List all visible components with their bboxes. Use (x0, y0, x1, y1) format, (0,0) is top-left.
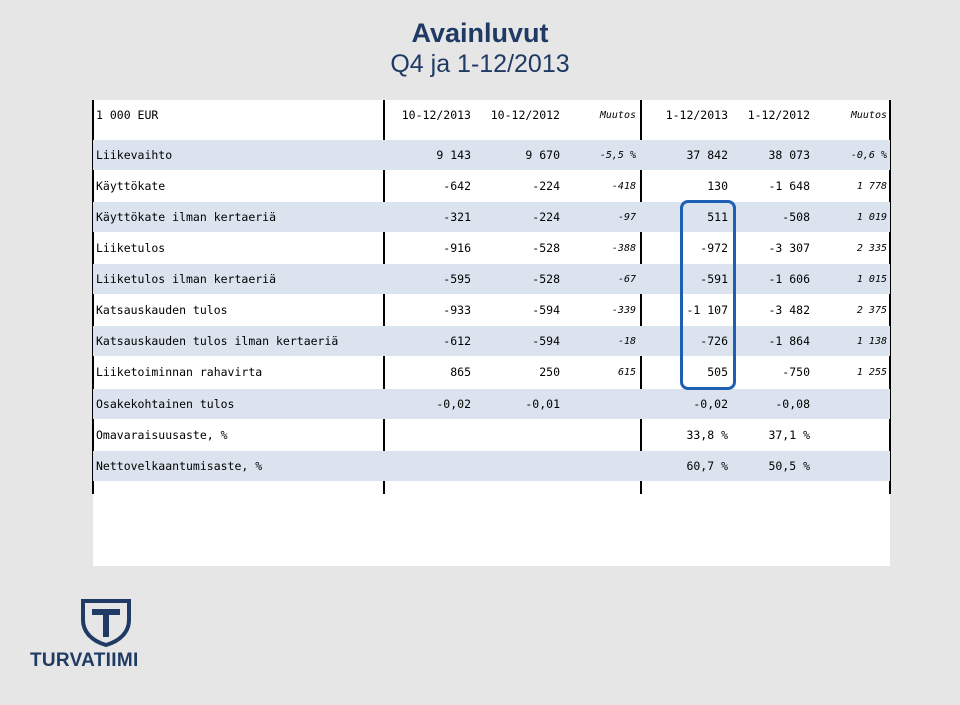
row-cell: 615 (617, 367, 636, 378)
row-cell (810, 420, 887, 450)
row-cell: -3 482 (768, 303, 810, 317)
row-cell: -3 307 (768, 241, 810, 255)
row-cell: 60,7 % (686, 459, 728, 473)
table-row-omavaraisuusaste (93, 420, 890, 450)
row-cell: 33,8 % (686, 428, 728, 442)
row-cell (471, 420, 560, 450)
row-cell (560, 420, 636, 450)
row-cell: -339 (611, 305, 636, 316)
row-cell: 865 (450, 365, 471, 379)
row-cell: 37,1 % (768, 428, 810, 442)
row-cell: 511 (707, 210, 728, 224)
row-cell (810, 389, 887, 419)
row-cell (810, 451, 887, 481)
row-cell (383, 420, 471, 450)
header-fy-2013: 1-12/2013 (665, 108, 728, 122)
row-cell: -321 (443, 210, 471, 224)
row-label: Liiketoiminnan rahavirta (96, 365, 263, 379)
turvatiimi-logo (30, 598, 160, 673)
row-cell: -594 (532, 334, 560, 348)
header-q4-2012: 10-12/2012 (490, 108, 560, 122)
row-cell: 1 255 (856, 367, 887, 378)
row-cell: -1 107 (686, 303, 728, 317)
row-label: Omavaraisuusaste, % (96, 428, 228, 442)
row-cell: 1 019 (856, 212, 887, 223)
row-label: Käyttökate ilman kertaeriä (96, 210, 277, 224)
row-cell: 38 073 (768, 148, 810, 162)
row-cell: 1 778 (856, 181, 887, 192)
row-label: Liikevaihto (96, 148, 173, 162)
row-cell: -67 (617, 274, 636, 285)
row-cell: 505 (707, 365, 728, 379)
row-cell: -642 (443, 179, 471, 193)
table-row-liikevaihto (93, 140, 890, 170)
row-cell: 9 670 (525, 148, 560, 162)
row-cell: -916 (443, 241, 471, 255)
row-cell: 1 138 (856, 336, 887, 347)
row-cell: -1 606 (768, 272, 810, 286)
row-cell: -0,01 (525, 397, 560, 411)
row-label: Liiketulos ilman kertaeriä (96, 272, 277, 286)
row-cell: 2 375 (856, 305, 887, 316)
header-q4-2013: 10-12/2013 (401, 108, 471, 122)
logo-wordmark: TURVATIIMI (30, 650, 139, 671)
page-subtitle: Q4 ja 1-12/2013 (390, 50, 570, 78)
row-cell: 1 015 (856, 274, 887, 285)
table-row-osakekohtainen-tulos (93, 389, 890, 419)
row-cell: -97 (617, 212, 636, 223)
row-cell (383, 451, 471, 481)
row-cell: -933 (443, 303, 471, 317)
row-cell: 50,5 % (768, 459, 810, 473)
row-cell: 2 335 (856, 243, 887, 254)
row-cell: -612 (443, 334, 471, 348)
table-row-nettovelkaantumisaste (93, 451, 890, 481)
shield-t-icon (30, 598, 160, 648)
row-label: Liiketulos (96, 241, 166, 255)
row-cell: -508 (782, 210, 810, 224)
table-row-katsauskauden-tulos-ilman-kertaeria (93, 326, 890, 356)
row-cell: -591 (700, 272, 728, 286)
header-fy-change: Muutos (850, 110, 887, 121)
row-cell: -0,6 % (850, 150, 887, 161)
row-cell: 250 (539, 365, 560, 379)
header-q4-change: Muutos (599, 110, 636, 121)
row-cell: -594 (532, 303, 560, 317)
row-cell: -1 648 (768, 179, 810, 193)
row-label: Käyttökate (96, 179, 166, 193)
page-title: Avainluvut (411, 18, 549, 48)
row-cell: -726 (700, 334, 728, 348)
row-cell: 37 842 (686, 148, 728, 162)
table-row-liiketulos (93, 233, 890, 263)
row-cell: -528 (532, 272, 560, 286)
row-label: Katsauskauden tulos (96, 303, 228, 317)
row-cell: -18 (617, 336, 636, 347)
row-cell (560, 451, 636, 481)
row-cell: -750 (782, 365, 810, 379)
highlight-outline (680, 200, 736, 390)
table-row-kayttokate-ilman-kertaeria (93, 202, 890, 232)
table-row-liiketoiminnan-rahavirta (93, 357, 890, 387)
header-unit: 1 000 EUR (96, 108, 159, 122)
row-cell: -224 (532, 179, 560, 193)
row-cell: -388 (611, 243, 636, 254)
row-cell: 9 143 (436, 148, 471, 162)
row-cell: -224 (532, 210, 560, 224)
table-row-katsauskauden-tulos (93, 295, 890, 325)
row-cell: -972 (700, 241, 728, 255)
table-row-liiketulos-ilman-kertaeria (93, 264, 890, 294)
row-label: Nettovelkaantumisaste, % (96, 459, 263, 473)
row-cell: -528 (532, 241, 560, 255)
row-cell (560, 389, 636, 419)
row-cell: -0,02 (693, 397, 728, 411)
row-cell: -5,5 % (599, 150, 636, 161)
row-label: Katsauskauden tulos ilman kertaeriä (96, 334, 339, 348)
header-fy-2012: 1-12/2012 (747, 108, 810, 122)
row-label: Osakekohtainen tulos (96, 397, 235, 411)
row-cell: 130 (707, 179, 728, 193)
row-cell: -0,08 (775, 397, 810, 411)
row-cell: -418 (611, 181, 636, 192)
row-cell: -595 (443, 272, 471, 286)
table-header-row (93, 100, 890, 130)
row-cell: -1 864 (768, 334, 810, 348)
row-cell: -0,02 (436, 397, 471, 411)
table-row-kayttokate (93, 171, 890, 201)
row-cell (471, 451, 560, 481)
